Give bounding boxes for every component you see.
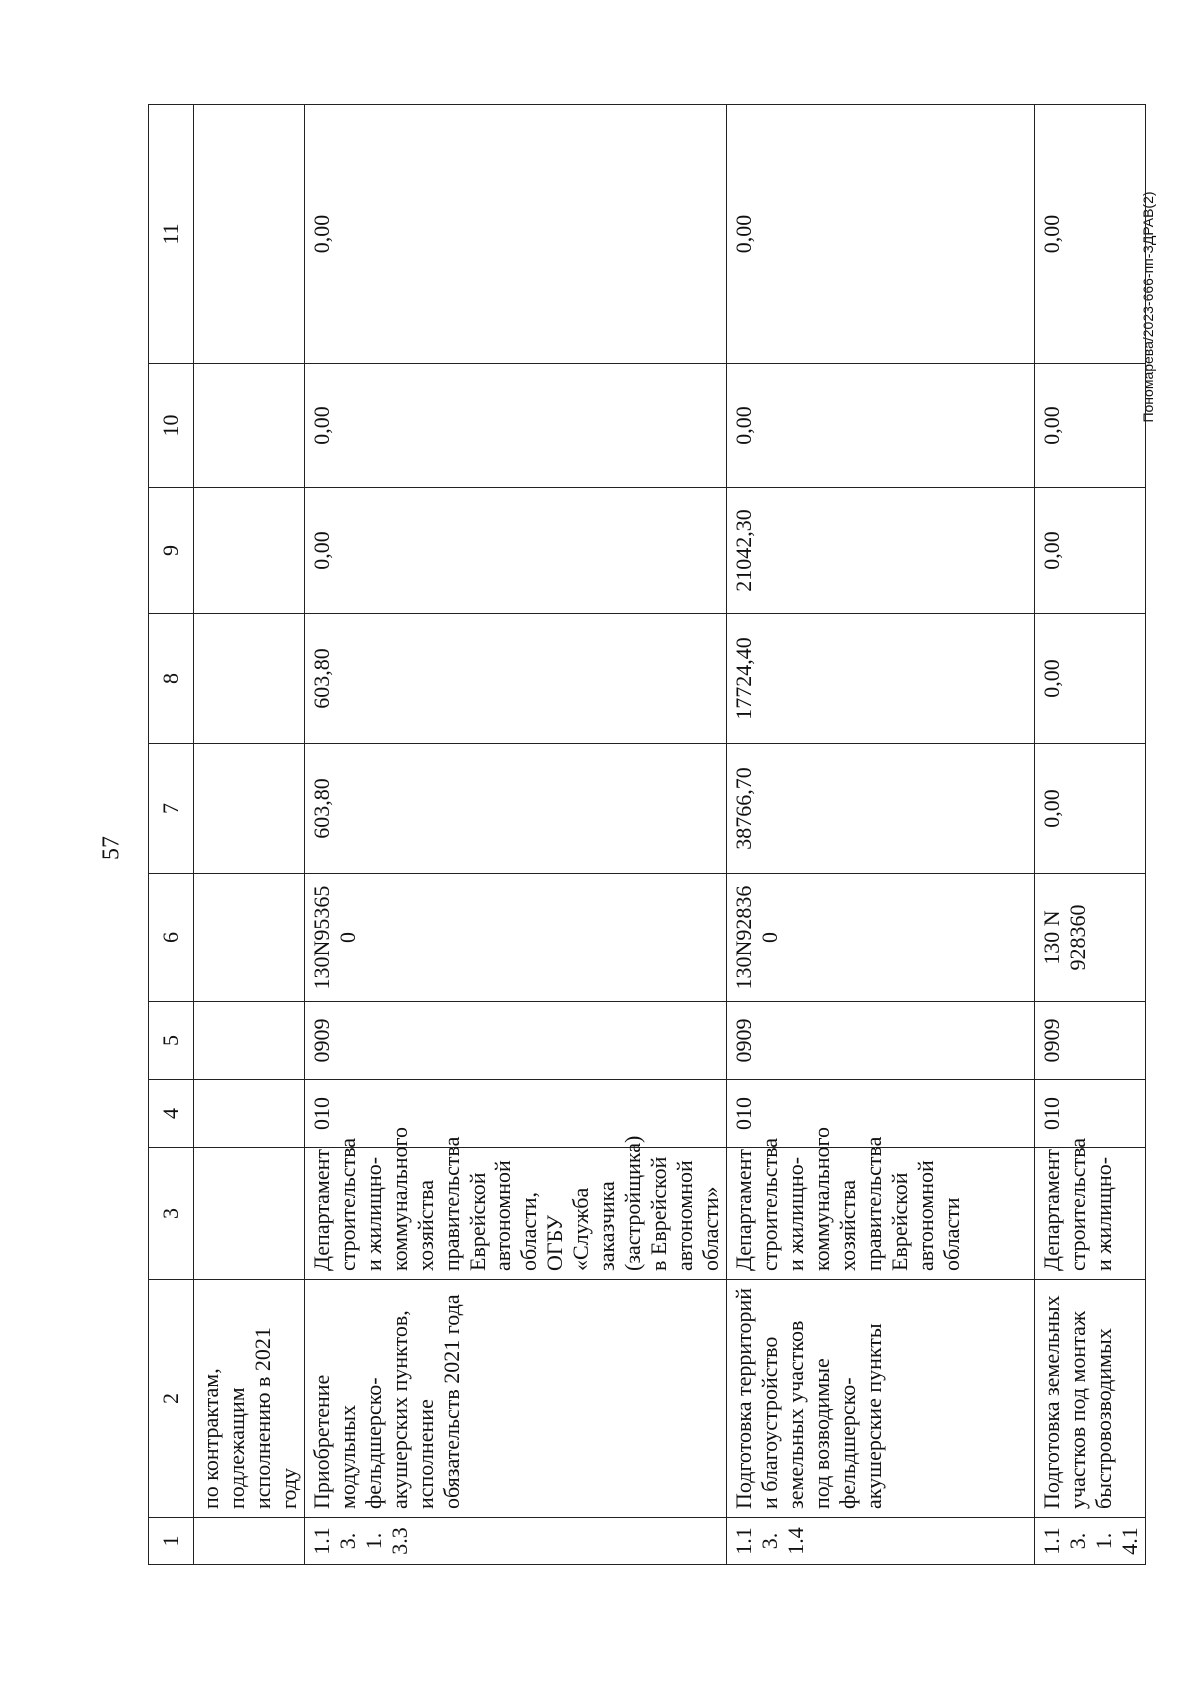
page-number: 57 [98, 836, 125, 860]
cell-section: 0909 [304, 1002, 726, 1080]
rotated-page-content [148, 105, 1142, 1565]
table-row [727, 105, 1035, 1565]
cell-amount: 0,00 [1035, 488, 1146, 614]
cell-amount: 603,80 [304, 614, 726, 744]
cell-amount [194, 744, 305, 874]
cell-code: 010 [727, 1080, 1035, 1148]
cell-item-number: 1.13.1.4 [727, 1518, 1035, 1565]
cell-amount: 0,00 [304, 105, 726, 364]
cell-executor: Департамент строительства и жилищно- [1035, 1148, 1146, 1280]
header-cell: 2 [149, 1280, 194, 1518]
header-cell: 8 [149, 614, 194, 744]
header-cell: 1 [149, 1518, 194, 1565]
cell-section: 0909 [727, 1002, 1035, 1080]
table-row [194, 105, 305, 1565]
cell-amount: 0,00 [1035, 105, 1146, 364]
table-row [1035, 105, 1146, 1565]
cell-amount: 0,00 [304, 488, 726, 614]
cell-amount [194, 364, 305, 488]
cell-code [194, 1080, 305, 1148]
cell-section: 0909 [1035, 1002, 1146, 1080]
header-cell: 10 [149, 364, 194, 488]
header-cell: 3 [149, 1148, 194, 1280]
cell-amount [194, 488, 305, 614]
cell-amount [194, 105, 305, 364]
cell-executor: Департамент строительства и жилищно-коммунального хозяйства правительства Еврейской автономной области [727, 1148, 1035, 1280]
cell-item-number: 1.13.1.4.1 [1035, 1518, 1146, 1565]
cell-amount: 38766,70 [727, 744, 1035, 874]
cell-item-number: 1.13.1.3.3 [304, 1518, 726, 1565]
cell-description: Приобретение модульных фельдшерско-акушерских пунктов, исполнение обязательств 2021 года [304, 1280, 726, 1518]
header-cell: 6 [149, 874, 194, 1002]
header-cell: 4 [149, 1080, 194, 1148]
cell-target-article: 130 N 928360 [1035, 874, 1146, 1002]
cell-executor: Департамент строительства и жилищно-коммунального хозяйства правительства Еврейской автономной области, ОГБУ «Служба заказчика (застройщика) в Еврейской автономной области» [304, 1148, 726, 1280]
cell-amount: 0,00 [1035, 364, 1146, 488]
cell-amount: 0,00 [1035, 614, 1146, 744]
cell-amount: 0,00 [1035, 744, 1146, 874]
cell-description: Подготовка земельных участков под монтаж быстровозводимых [1035, 1280, 1146, 1518]
budget-table [148, 104, 1146, 1565]
header-cell: 5 [149, 1002, 194, 1080]
cell-amount [194, 614, 305, 744]
cell-section [194, 1002, 305, 1080]
cell-code: 010 [304, 1080, 726, 1148]
table-row [304, 105, 726, 1565]
cell-amount: 0,00 [727, 364, 1035, 488]
cell-code: 010 [1035, 1080, 1146, 1148]
header-cell: 7 [149, 744, 194, 874]
cell-target-article: 130N928360 [727, 874, 1035, 1002]
cell-amount: 603,80 [304, 744, 726, 874]
header-cell: 11 [149, 105, 194, 364]
cell-target-article [194, 874, 305, 1002]
table-header-row [149, 105, 194, 1565]
header-cell: 9 [149, 488, 194, 614]
cell-amount: 17724,40 [727, 614, 1035, 744]
cell-item-number [194, 1518, 305, 1565]
cell-amount: 0,00 [304, 364, 726, 488]
cell-amount: 0,00 [727, 105, 1035, 364]
cell-amount: 21042,30 [727, 488, 1035, 614]
document-code: Пономарева/2023-666-пп-ЗДРАВ(2) [1140, 191, 1156, 423]
cell-description: по контрактам, подлежащим исполнению в 2021 году [194, 1280, 305, 1518]
cell-target-article: 130N953650 [304, 874, 726, 1002]
cell-description: Подготовка территорий и благоустройство земельных участков под возводимые фельдшерско-акушерские пункты [727, 1280, 1035, 1518]
cell-executor [194, 1148, 305, 1280]
